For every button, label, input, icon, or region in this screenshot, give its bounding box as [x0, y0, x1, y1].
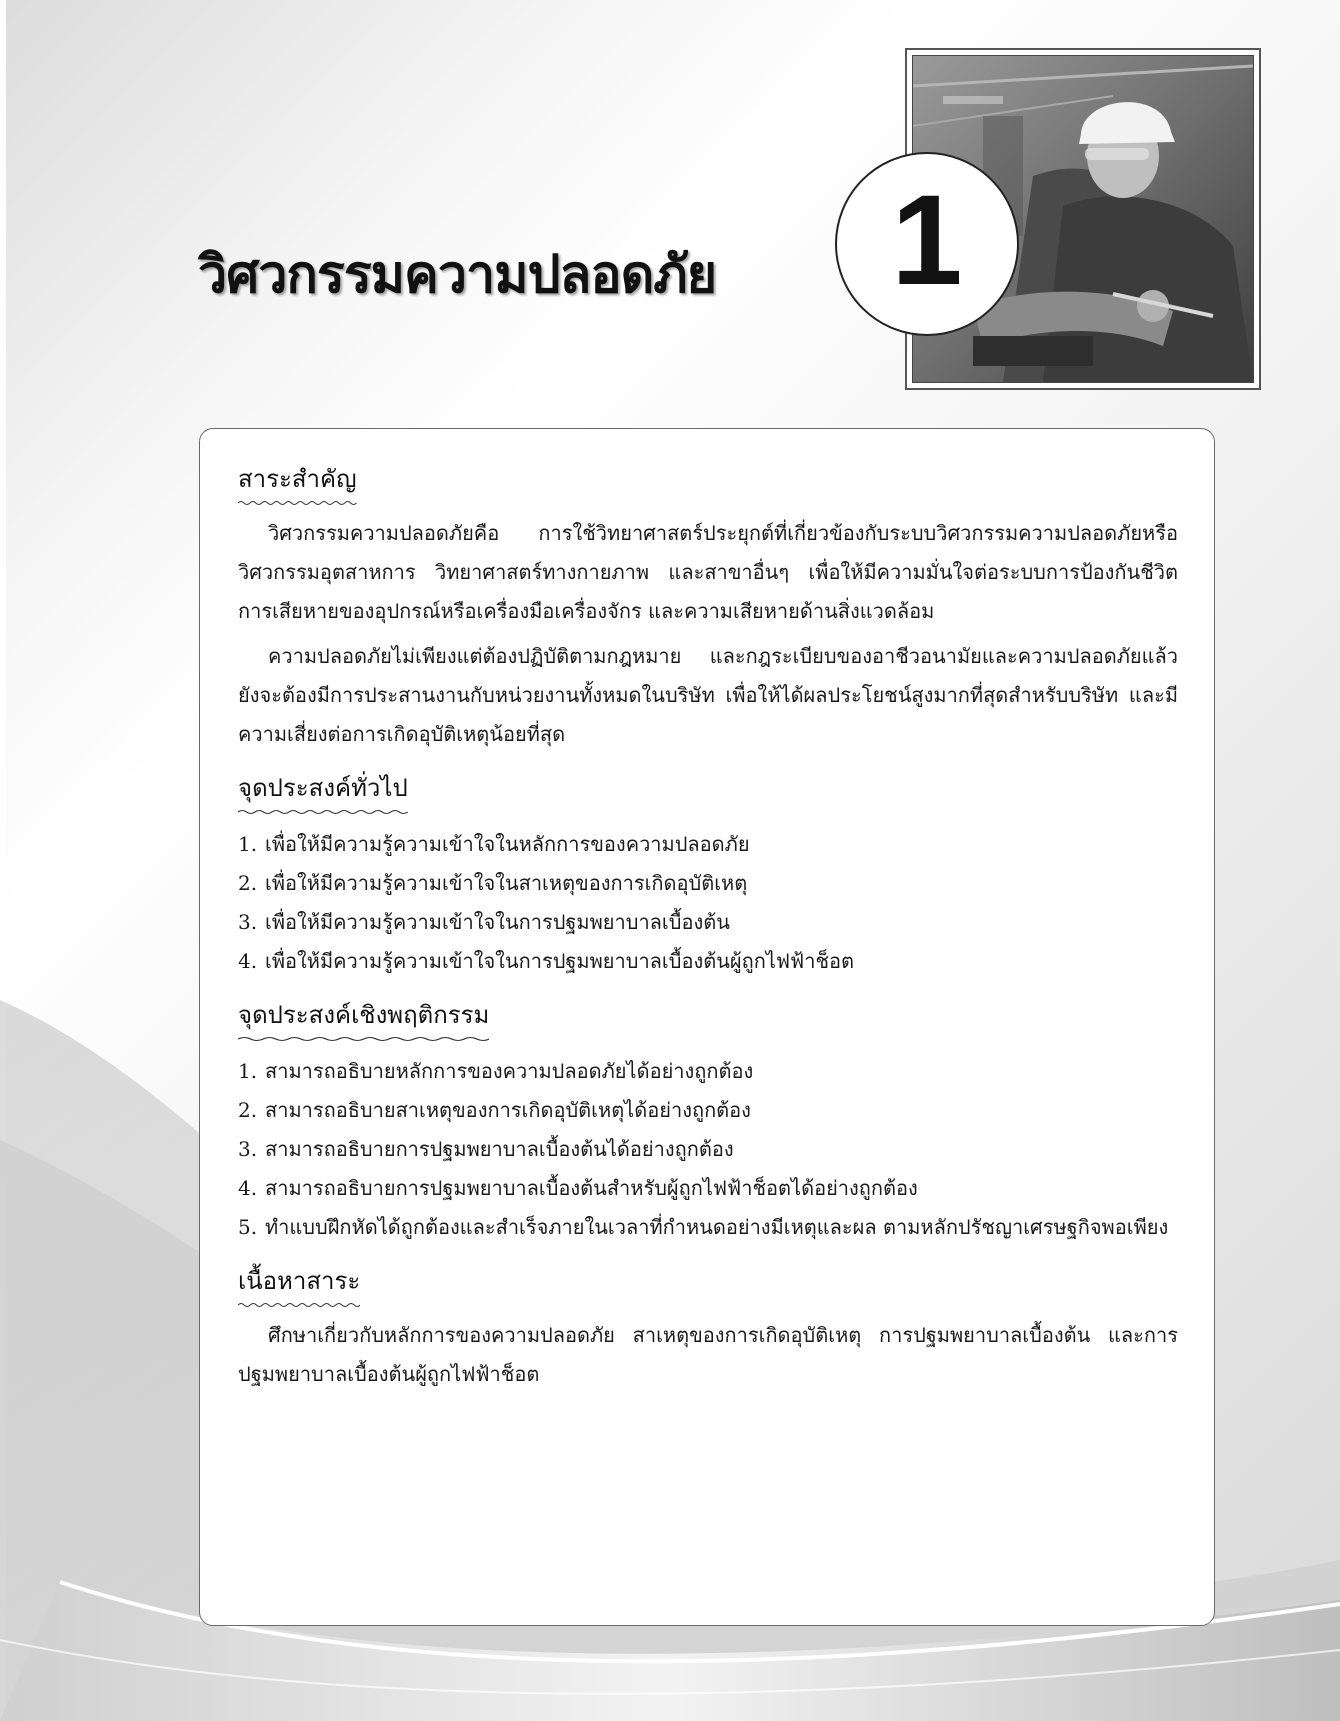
behavioral-objectives-list	[238, 1052, 1178, 1247]
item-text: ทำแบบฝึกหัดได้ถูกต้องและสำเร็จภายในเวลาที่กำหนดอย่างมีเหตุและผล ตามหลักปรัชญาเศรษฐกิจพอเพียง	[265, 1215, 1169, 1239]
section-heading-text: เนื้อหาสาระ	[238, 1267, 361, 1295]
wavy-underline	[238, 500, 357, 506]
item-text: สามารถอธิบายหลักการของความปลอดภัยได้อย่างถูกต้อง	[265, 1059, 754, 1083]
list-item	[238, 942, 1178, 981]
item-number: 2.	[238, 1098, 258, 1122]
list-item	[238, 1208, 1178, 1247]
list-item	[238, 1091, 1178, 1130]
wavy-underline	[238, 809, 408, 815]
content-card	[199, 428, 1215, 1626]
item-text: สามารถอธิบายการปฐมพยาบาลเบื้องต้นสำหรับผู้ถูกไฟฟ้าช็อตได้อย่างถูกต้อง	[265, 1176, 918, 1200]
item-text: เพื่อให้มีความรู้ความเข้าใจในหลักการของความปลอดภัย	[265, 832, 750, 856]
item-text: เพื่อให้มีความรู้ความเข้าใจในสาเหตุของการเกิดอุบัติเหตุ	[265, 871, 748, 895]
item-number: 1.	[238, 1059, 258, 1083]
list-item	[238, 1169, 1178, 1208]
section-general-objectives	[238, 768, 1178, 981]
section-heading	[238, 459, 357, 502]
item-text: สามารถอธิบายการปฐมพยาบาลเบื้องต้นได้อย่างถูกต้อง	[265, 1137, 734, 1161]
list-item	[238, 864, 1178, 903]
section-content	[238, 1261, 1178, 1394]
list-item	[238, 903, 1178, 942]
section-heading-text: สาระสำคัญ	[238, 465, 357, 493]
section-heading	[238, 1261, 360, 1304]
section-heading-text: จุดประสงค์ทั่วไป	[238, 774, 408, 802]
item-number: 5.	[238, 1215, 258, 1239]
chapter-number-badge	[835, 152, 1019, 336]
item-number: 4.	[238, 949, 258, 973]
item-number: 3.	[238, 910, 258, 934]
item-text: เพื่อให้มีความรู้ความเข้าใจในการปฐมพยาบาลเบื้องต้น	[265, 910, 730, 934]
section-heading-text: จุดประสงค์เชิงพฤติกรรม	[238, 1001, 490, 1029]
wavy-underline	[238, 1302, 360, 1308]
paragraph: วิศวกรรมความปลอดภัยคือ การใช้วิทยาศาสตร์ประยุกต์ที่เกี่ยวข้องกับระบบวิศวกรรมความปลอดภัยหรือวิศวกรรมอุตสาหการ วิทยาศาสตร์ทางกายภาพ และสาขาอื่นๆ เพื่อให้มีความมั่นใจต่อระบบการป้องกันชีวิต การเสียหายของอุปกรณ์หรือเครื่องมือเครื่องจักร และความเสียหายด้านสิ่งแวดล้อม	[238, 521, 1178, 623]
section-heading	[238, 768, 408, 811]
paragraph: ศึกษาเกี่ยวกับหลักการของความปลอดภัย สาเหตุของการเกิดอุบัติเหตุ การปฐมพยาบาลเบื้องต้น และการปฐมพยาบาลเบื้องต้นผู้ถูกไฟฟ้าช็อต	[238, 1323, 1178, 1386]
item-number: 1.	[238, 832, 258, 856]
section-key-concept	[238, 459, 1178, 754]
item-number: 2.	[238, 871, 258, 895]
wavy-underline	[238, 1036, 489, 1042]
list-item	[238, 825, 1178, 864]
item-number: 3.	[238, 1137, 258, 1161]
list-item	[238, 1052, 1178, 1091]
chapter-title: วิศวกรรมความปลอดภัย	[198, 245, 717, 305]
chapter-number: 1	[891, 169, 963, 312]
section-behavioral-objectives	[238, 995, 1178, 1247]
item-text: สามารถอธิบายสาเหตุของการเกิดอุบัติเหตุได้อย่างถูกต้อง	[265, 1098, 751, 1122]
item-number: 4.	[238, 1176, 258, 1200]
paragraph: ความปลอดภัยไม่เพียงแต่ต้องปฏิบัติตามกฎหมาย และกฎระเบียบของอาชีวอนามัยและความปลอดภัยแล้ว ยังจะต้องมีการประสานงานกับหน่วยงานทั้งหมดในบริษัท เพื่อให้ได้ผลประโยชน์สูงมากที่สุดสำหรับบริษัท และมีความเสี่ยงต่อการเกิดอุบัติเหตุน้อยที่สุด	[238, 644, 1178, 746]
general-objectives-list	[238, 825, 1178, 981]
section-heading	[238, 995, 489, 1038]
item-text: เพื่อให้มีความรู้ความเข้าใจในการปฐมพยาบาลเบื้องต้นผู้ถูกไฟฟ้าช็อต	[265, 949, 855, 973]
list-item	[238, 1130, 1178, 1169]
